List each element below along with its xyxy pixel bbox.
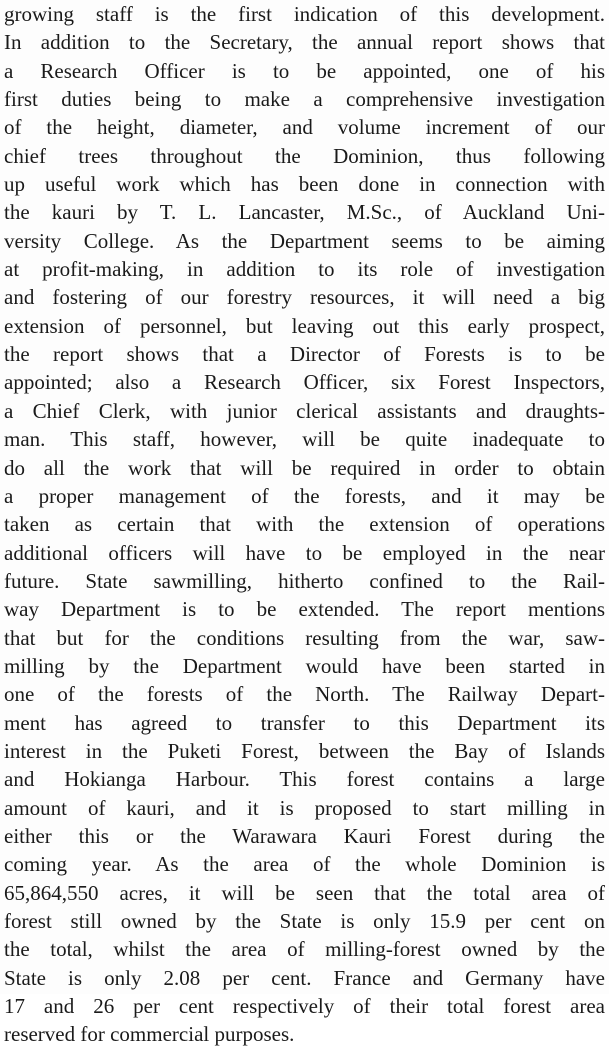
- text-line: taken as certain that with the extension of operations: [4, 512, 605, 537]
- text-line: reserved for commercial purposes.: [4, 1022, 295, 1047]
- text-line: future. State sawmilling, hitherto confined to the Rail-: [4, 568, 605, 593]
- text-line: milling by the Department would have been started in: [4, 653, 605, 678]
- text-line: 17 and 26 per cent respectively of their total forest area: [4, 994, 605, 1019]
- text-line: versity College. As the Department seems to be aiming: [4, 228, 605, 253]
- text-line: the kauri by T. L. Lancaster, M.Sc., of Auckland Uni-: [4, 200, 605, 225]
- text-line: way Department is to be extended. The report mentions: [4, 597, 605, 622]
- text-line: growing staff is the first indication of this development.: [4, 2, 605, 26]
- text-line: ment has agreed to transfer to this Department its: [4, 710, 605, 735]
- text-line: State is only 2.08 per cent. France and Germany have: [4, 965, 605, 990]
- text-line: at profit-making, in addition to its role of investigation: [4, 257, 605, 282]
- text-line: of the height, diameter, and volume increment of our: [4, 115, 605, 140]
- text-line: a Research Officer is to be appointed, one of his: [4, 58, 605, 83]
- text-line: the report shows that a Director of Forests is to be: [4, 342, 605, 367]
- text-line: chief trees throughout the Dominion, thus following: [4, 143, 605, 168]
- text-line: appointed; also a Research Officer, six Forest Inspectors,: [4, 370, 605, 395]
- text-line: interest in the Puketi Forest, between the Bay of Islands: [4, 738, 605, 763]
- text-line: 65,864,550 acres, it will be seen that the total area of: [4, 880, 605, 905]
- text-line: do all the work that will be required in order to obtain: [4, 455, 605, 480]
- text-line: a Chief Clerk, with junior clerical assistants and draughts-: [4, 398, 605, 423]
- text-line: that but for the conditions resulting from the war, saw-: [4, 625, 605, 650]
- text-line: either this or the Warawara Kauri Forest during the: [4, 823, 605, 848]
- text-line: extension of personnel, but leaving out this early prospect,: [4, 313, 605, 338]
- text-line: and fostering of our forestry resources, it will need a big: [4, 285, 605, 310]
- text-line: amount of kauri, and it is proposed to start milling in: [4, 795, 605, 820]
- text-line: In addition to the Secretary, the annual report shows that: [4, 30, 605, 55]
- text-line: a proper management of the forests, and it may be: [4, 483, 605, 508]
- text-line: the total, whilst the area of milling-forest owned by the: [4, 937, 605, 962]
- text-line: first duties being to make a comprehensive investigation: [4, 87, 605, 112]
- text-line: forest still owned by the State is only 15.9 per cent on: [4, 909, 605, 933]
- text-line: and Hokianga Harbour. This forest contains a large: [4, 767, 605, 792]
- text-line: man. This staff, however, will be quite inadequate to: [4, 427, 605, 452]
- text-line: coming year. As the area of the whole Dominion is: [4, 852, 605, 877]
- text-line: up useful work which has been done in connection with: [4, 172, 605, 197]
- text-line: additional officers will have to be employed in the near: [4, 540, 605, 565]
- text-line: one of the forests of the North. The Railway Depart-: [4, 682, 605, 707]
